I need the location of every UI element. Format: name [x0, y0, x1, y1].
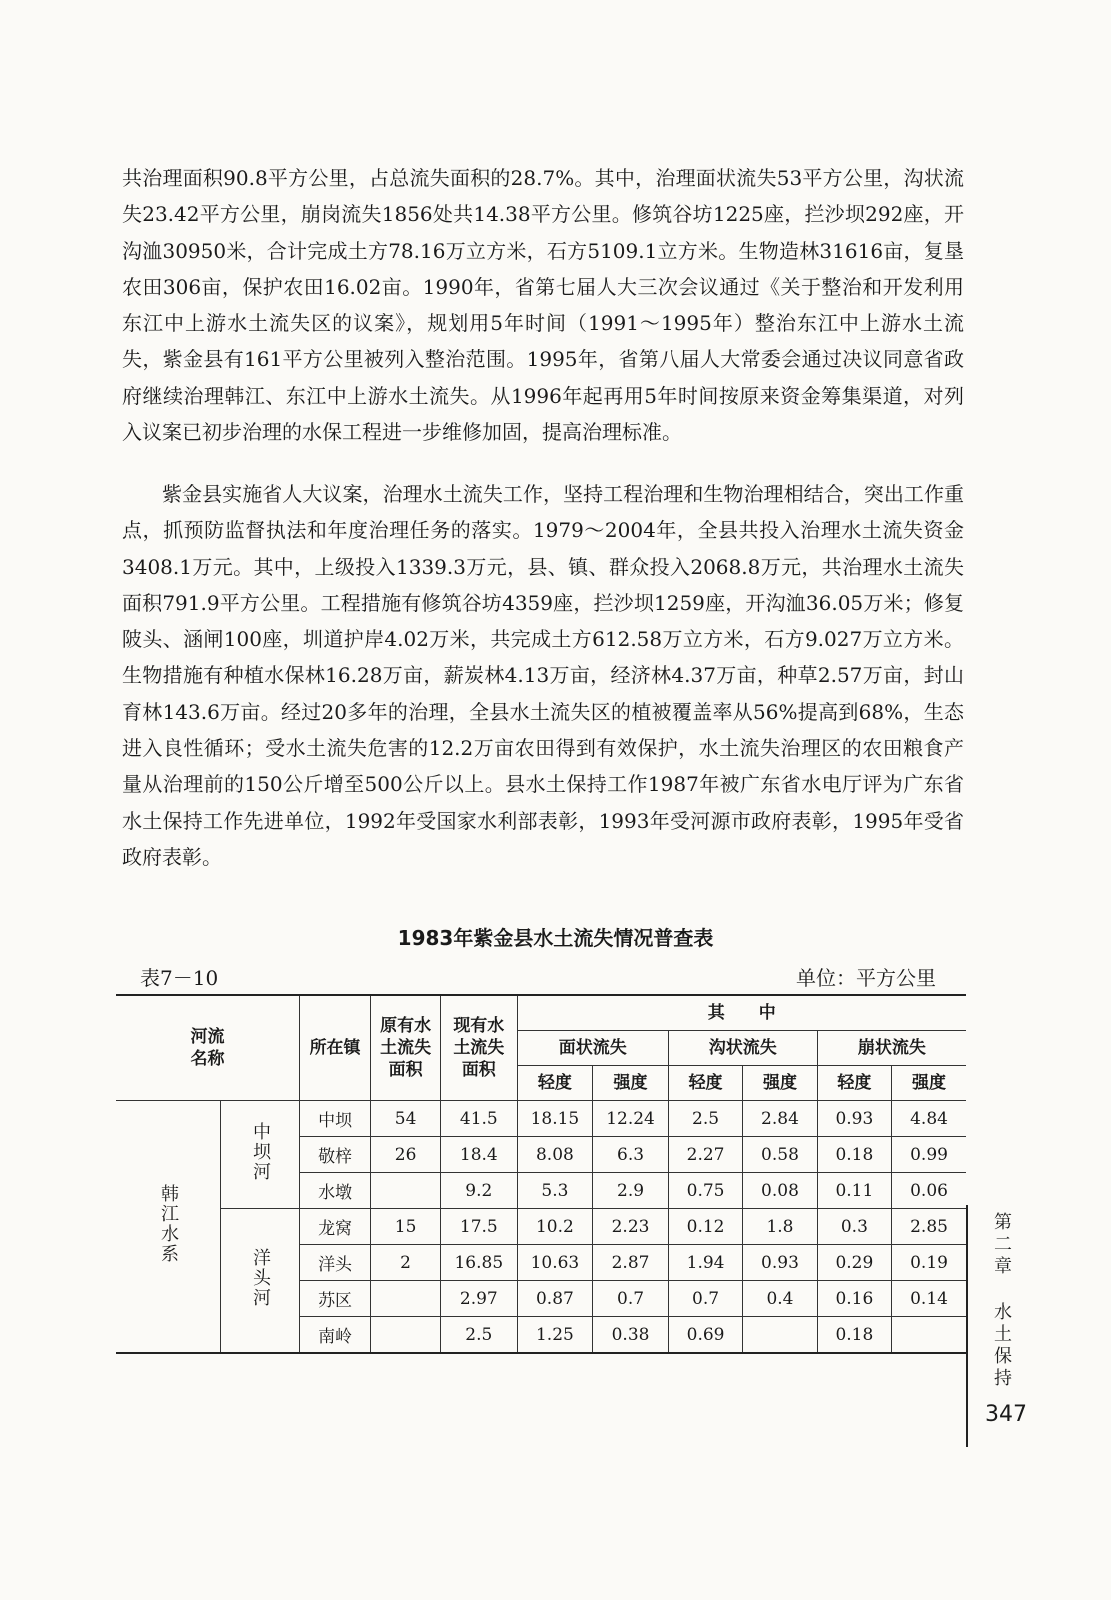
- table-cell: 10.2: [517, 1209, 593, 1245]
- table-cell: 0.11: [817, 1173, 891, 1209]
- table-cell: 54: [371, 1101, 441, 1137]
- header-collapse-erosion: 崩状流失: [817, 1031, 966, 1066]
- header-current-area: 现有水 土流失 面积: [441, 995, 518, 1101]
- table-cell: 1.25: [517, 1317, 593, 1354]
- header-among: 其 中: [517, 995, 966, 1031]
- table-cell: 0.12: [668, 1209, 742, 1245]
- page-number: 347: [985, 1402, 1027, 1427]
- table-cell: 18.4: [441, 1137, 518, 1173]
- table-cell: 0.93: [743, 1245, 817, 1281]
- table-cell: 6.3: [593, 1137, 669, 1173]
- table-cell: 2: [371, 1245, 441, 1281]
- table-cell: 龙窝: [300, 1209, 371, 1245]
- table-cell: 敬梓: [300, 1137, 371, 1173]
- body-paragraph-2: 紫金县实施省人大议案，治理水土流失工作，坚持工程治理和生物治理相结合，突出工作重点，抓预防监督执法和年度治理任务的落实。1979～2004年，全县共投入治理水土流失资金3408.1万元。其中，上级投入1339.3万元，县、镇、群众投入2068.8万元，共治理水土流失面积791.9平方公里。工程措施有修筑谷坊4359座，拦沙坝1259座，开沟洫36.05万米；修复陂头、涵闸100座，圳道护岸4.02万米，共完成土方612.58万立方米，石方9.027万立方米。生物措施有种植水保林16.28万亩，薪炭林4.13万亩，经济林4.37万亩，种草2.57万亩，封山育林143.6万亩。经过20多年的治理，全县水土流失区的植被覆盖率从56%提高到68%，生态进入良性循环；受水土流失危害的12.2万亩农田得到有效保护，水土流失治理区的农田粮食产量从治理前的150公斤增至500公斤以上。县水土保持工作1987年被广东省水电厅评为广东省水土保持工作先进单位，1992年受国家水利部表彰，1993年受河源市政府表彰，1995年受省政府表彰。: [122, 482, 964, 869]
- table-cell: 9.2: [441, 1173, 518, 1209]
- table-number: 表7－10: [140, 966, 219, 990]
- header-sheet-erosion: 面状流失: [517, 1031, 668, 1066]
- river-cell: 中坝河: [221, 1101, 300, 1209]
- table-cell: 0.99: [892, 1137, 966, 1173]
- table-cell: 0.14: [892, 1281, 966, 1317]
- table-cell: 2.97: [441, 1281, 518, 1317]
- table-cell: 0.58: [743, 1137, 817, 1173]
- table-cell: 1.8: [743, 1209, 817, 1245]
- header-heavy: 强度: [743, 1066, 817, 1101]
- river-cell: 洋头河: [221, 1209, 300, 1354]
- table-cell: 1.94: [668, 1245, 742, 1281]
- table-cell: 26: [371, 1137, 441, 1173]
- table-cell: 4.84: [892, 1101, 966, 1137]
- table-cell: 0.93: [817, 1101, 891, 1137]
- header-heavy: 强度: [593, 1066, 669, 1101]
- chapter-sidebar-rule: [966, 1205, 968, 1447]
- table-cell: 0.18: [817, 1317, 891, 1354]
- table-cell: 0.4: [743, 1281, 817, 1317]
- table-cell: 2.84: [743, 1101, 817, 1137]
- table-cell: 0.7: [668, 1281, 742, 1317]
- table-cell: 0.87: [517, 1281, 593, 1317]
- header-gully-erosion: 沟状流失: [668, 1031, 817, 1066]
- table-cell: 0.75: [668, 1173, 742, 1209]
- section-label: 水土保持: [991, 1302, 1012, 1390]
- body-paragraph-1: 共治理面积90.8平方公里，占总流失面积的28.7%。其中，治理面状流失53平方公里，沟状流失23.42平方公里，崩岗流失1856处共14.38平方公里。修筑谷坊1225座，拦沙坝292座，开沟洫30950米，合计完成土方78.16万立方米，石方5109.1立方米。生物造林31616亩，复垦农田306亩，保护农田16.02亩。1990年，省第七届人大三次会议通过《关于整治和开发利用东江中上游水土流失区的议案》，规划用5年时间（1991～1995年）整治东江中上游水土流失，紫金县有161平方公里被列入整治范围。1995年，省第八届人大常委会通过决议同意省政府继续治理韩江、东江中上游水土流失。从1996年起再用5年时间按原来资金筹集渠道，对列入议案已初步治理的水保工程进一步维修加固，提高治理标准。: [122, 166, 964, 445]
- table-cell: 0.29: [817, 1245, 891, 1281]
- table-cell: 2.5: [441, 1317, 518, 1354]
- table-cell: 0.69: [668, 1317, 742, 1354]
- table-cell: 5.3: [517, 1173, 593, 1209]
- table-cell: 2.9: [593, 1173, 669, 1209]
- table-cell: [371, 1173, 441, 1209]
- table-cell: 2.87: [593, 1245, 669, 1281]
- table-cell: [371, 1281, 441, 1317]
- chapter-label: 第二章: [991, 1212, 1012, 1278]
- table-cell: 15: [371, 1209, 441, 1245]
- table-cell: 12.24: [593, 1101, 669, 1137]
- table-cell: 0.16: [817, 1281, 891, 1317]
- table-cell: 10.63: [517, 1245, 593, 1281]
- table-cell: 水墩: [300, 1173, 371, 1209]
- soil-erosion-table: [116, 994, 966, 1354]
- table-cell: 2.23: [593, 1209, 669, 1245]
- table-cell: 2.27: [668, 1137, 742, 1173]
- table-cell: [892, 1317, 966, 1354]
- header-heavy: 强度: [892, 1066, 966, 1101]
- table-cell: 苏区: [300, 1281, 371, 1317]
- table-cell: 8.08: [517, 1137, 593, 1173]
- table-cell: 41.5: [441, 1101, 518, 1137]
- table-cell: 0.08: [743, 1173, 817, 1209]
- table-cell: 17.5: [441, 1209, 518, 1245]
- table-cell: 南岭: [300, 1317, 371, 1354]
- table-cell: 2.85: [892, 1209, 966, 1245]
- table-cell: 0.38: [593, 1317, 669, 1354]
- header-light: 轻度: [517, 1066, 593, 1101]
- table-cell: 洋头: [300, 1245, 371, 1281]
- table-caption: 1983年紫金县水土流失情况普查表: [397, 926, 714, 950]
- table-cell: [371, 1317, 441, 1354]
- table-row: [116, 1209, 966, 1245]
- header-river: 河流 名称: [116, 995, 300, 1101]
- header-light: 轻度: [668, 1066, 742, 1101]
- table-cell: 0.06: [892, 1173, 966, 1209]
- table-cell: 0.18: [817, 1137, 891, 1173]
- table-cell: 18.15: [517, 1101, 593, 1137]
- table-cell: 0.19: [892, 1245, 966, 1281]
- table-cell: 0.7: [593, 1281, 669, 1317]
- header-town: 所在镇: [300, 995, 371, 1101]
- table-cell: 中坝: [300, 1101, 371, 1137]
- header-original-area: 原有水 土流失 面积: [371, 995, 441, 1101]
- river-system-cell: 韩江水系: [116, 1101, 221, 1354]
- table-row: [116, 1101, 966, 1137]
- header-light: 轻度: [817, 1066, 891, 1101]
- table-cell: [743, 1317, 817, 1354]
- table-cell: 0.3: [817, 1209, 891, 1245]
- table-cell: 2.5: [668, 1101, 742, 1137]
- table-cell: 16.85: [441, 1245, 518, 1281]
- table-unit: 单位：平方公里: [796, 966, 936, 990]
